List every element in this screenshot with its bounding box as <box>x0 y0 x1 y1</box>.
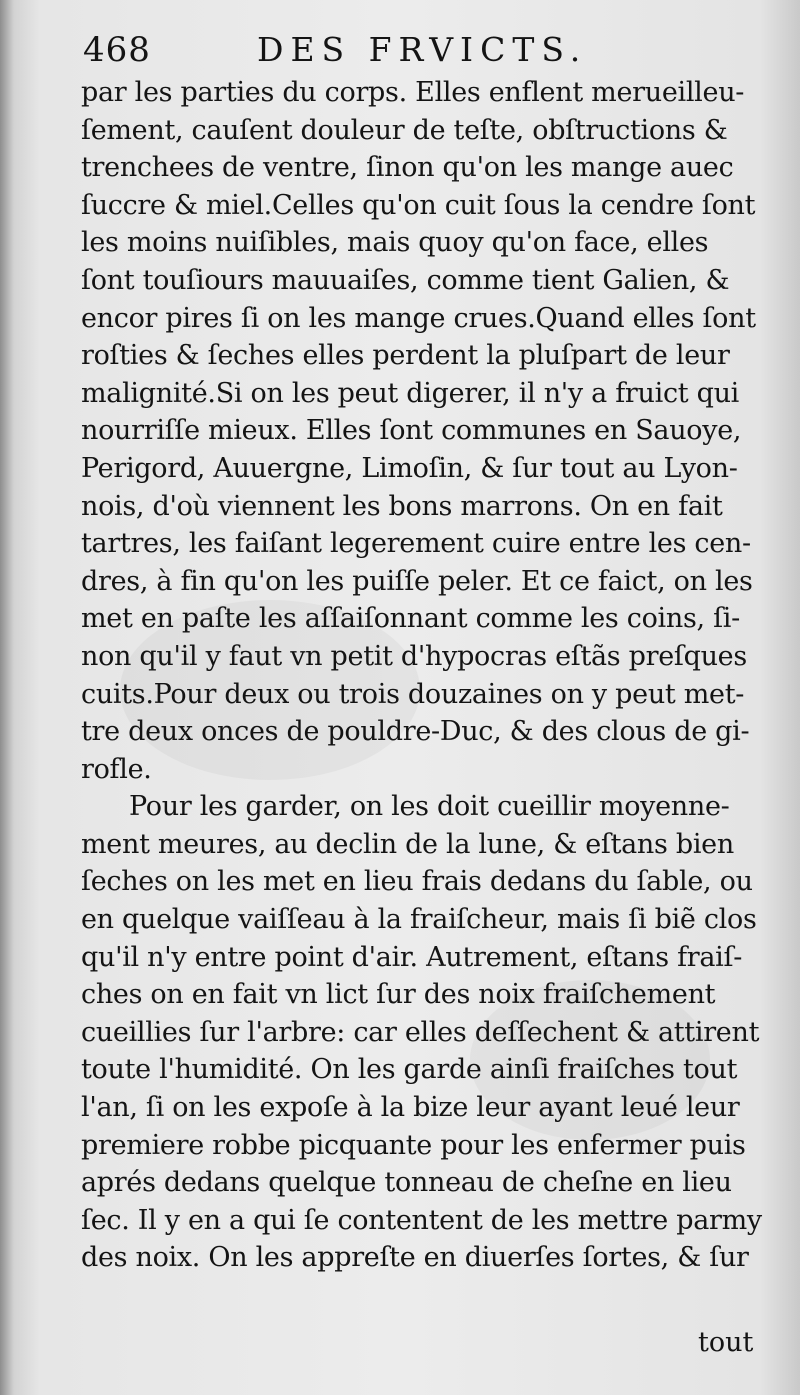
text-line: non qu'il y faut vn petit d'hypocras eſtãs preſques <box>81 640 747 672</box>
running-title: DES FRVICTS. <box>257 30 588 69</box>
text-line: rofle. <box>81 753 152 785</box>
text-line: roſties & ſeches elles perdent la pluſpart de leur <box>81 340 730 372</box>
text-line: cuits.Pour deux ou trois douzaines on y peut met- <box>81 678 745 710</box>
text-line: ſuccre & miel.Celles qu'on cuit ſous la cendre ſont <box>81 189 756 221</box>
text-line: toute l'humidité. On les garde ainſi fraiſches tout <box>81 1054 738 1086</box>
text-line: premiere robbe picquante pour les enfermer puis <box>81 1129 746 1161</box>
text-line: encor pires ſi on les mange crues.Quand elles ſont <box>81 302 756 334</box>
text-line: ſement, cauſent douleur de teſte, obſtructions & <box>81 114 728 146</box>
text-line: met en paſte les aſſaiſonnant comme les coins, ſi- <box>81 603 740 635</box>
page-header <box>75 30 755 70</box>
text-line: ches on en fait vn lict ſur des noix fraiſchement <box>81 979 716 1011</box>
text-line: Perigord, Auuergne, Limoſin, & ſur tout au Lyon- <box>81 452 738 484</box>
text-line: malignité.Si on les peut digerer, il n'y a fruict qui <box>81 377 740 409</box>
text-line: en quelque vaiſſeau à la fraiſcheur, mais ſi biẽ clos <box>81 904 757 936</box>
text-line: ſec. Il y en a qui ſe contentent de les mettre parmy <box>81 1204 762 1236</box>
text-line: tartres, les faiſant legerement cuire entre les cen- <box>81 528 751 560</box>
text-line: nourriſſe mieux. Elles ſont communes en Sauoye, <box>81 415 742 447</box>
body-text <box>81 74 766 1277</box>
page-number: 468 <box>83 30 151 70</box>
text-line: tre deux onces de pouldre-Duc, & des clous de gi- <box>81 716 750 748</box>
paragraph-start-line: Pour les garder, on les doit cueillir moyenne- <box>129 791 730 823</box>
text-line: qu'il n'y entre point d'air. Autrement, eſtans fraiſ- <box>81 941 743 973</box>
text-line: trenchees de ventre, ſinon qu'on les mange auec <box>81 152 734 184</box>
text-line: l'an, ſi on les expoſe à la bize leur ayant leué leur <box>81 1092 740 1124</box>
text-line: ment meures, au declin de la lune, & eſtans bien <box>81 828 734 860</box>
text-line: ſeches on les met en lieu frais dedans du ſable, ou <box>81 866 753 898</box>
text-line: dres, à fin qu'on les puiſſe peler. Et ce faict, on les <box>81 565 753 597</box>
catchword: tout <box>698 1327 754 1358</box>
text-line: aprés dedans quelque tonneau de cheſne en lieu <box>81 1167 732 1199</box>
text-line: cueillies ſur l'arbre: car elles deſſechent & attirent <box>81 1016 760 1048</box>
text-line: des noix. On les appreſte en diuerſes ſortes, & ſur <box>81 1242 749 1274</box>
text-line: par les parties du corps. Elles enflent merueilleu- <box>81 77 745 108</box>
text-line: ſont touſiours mauuaiſes, comme tient Galien, & <box>81 264 730 296</box>
text-line: les moins nuiſibles, mais quoy qu'on face, elles <box>81 227 709 259</box>
text-line: nois, d'où viennent les bons marrons. On en fait <box>81 490 723 522</box>
